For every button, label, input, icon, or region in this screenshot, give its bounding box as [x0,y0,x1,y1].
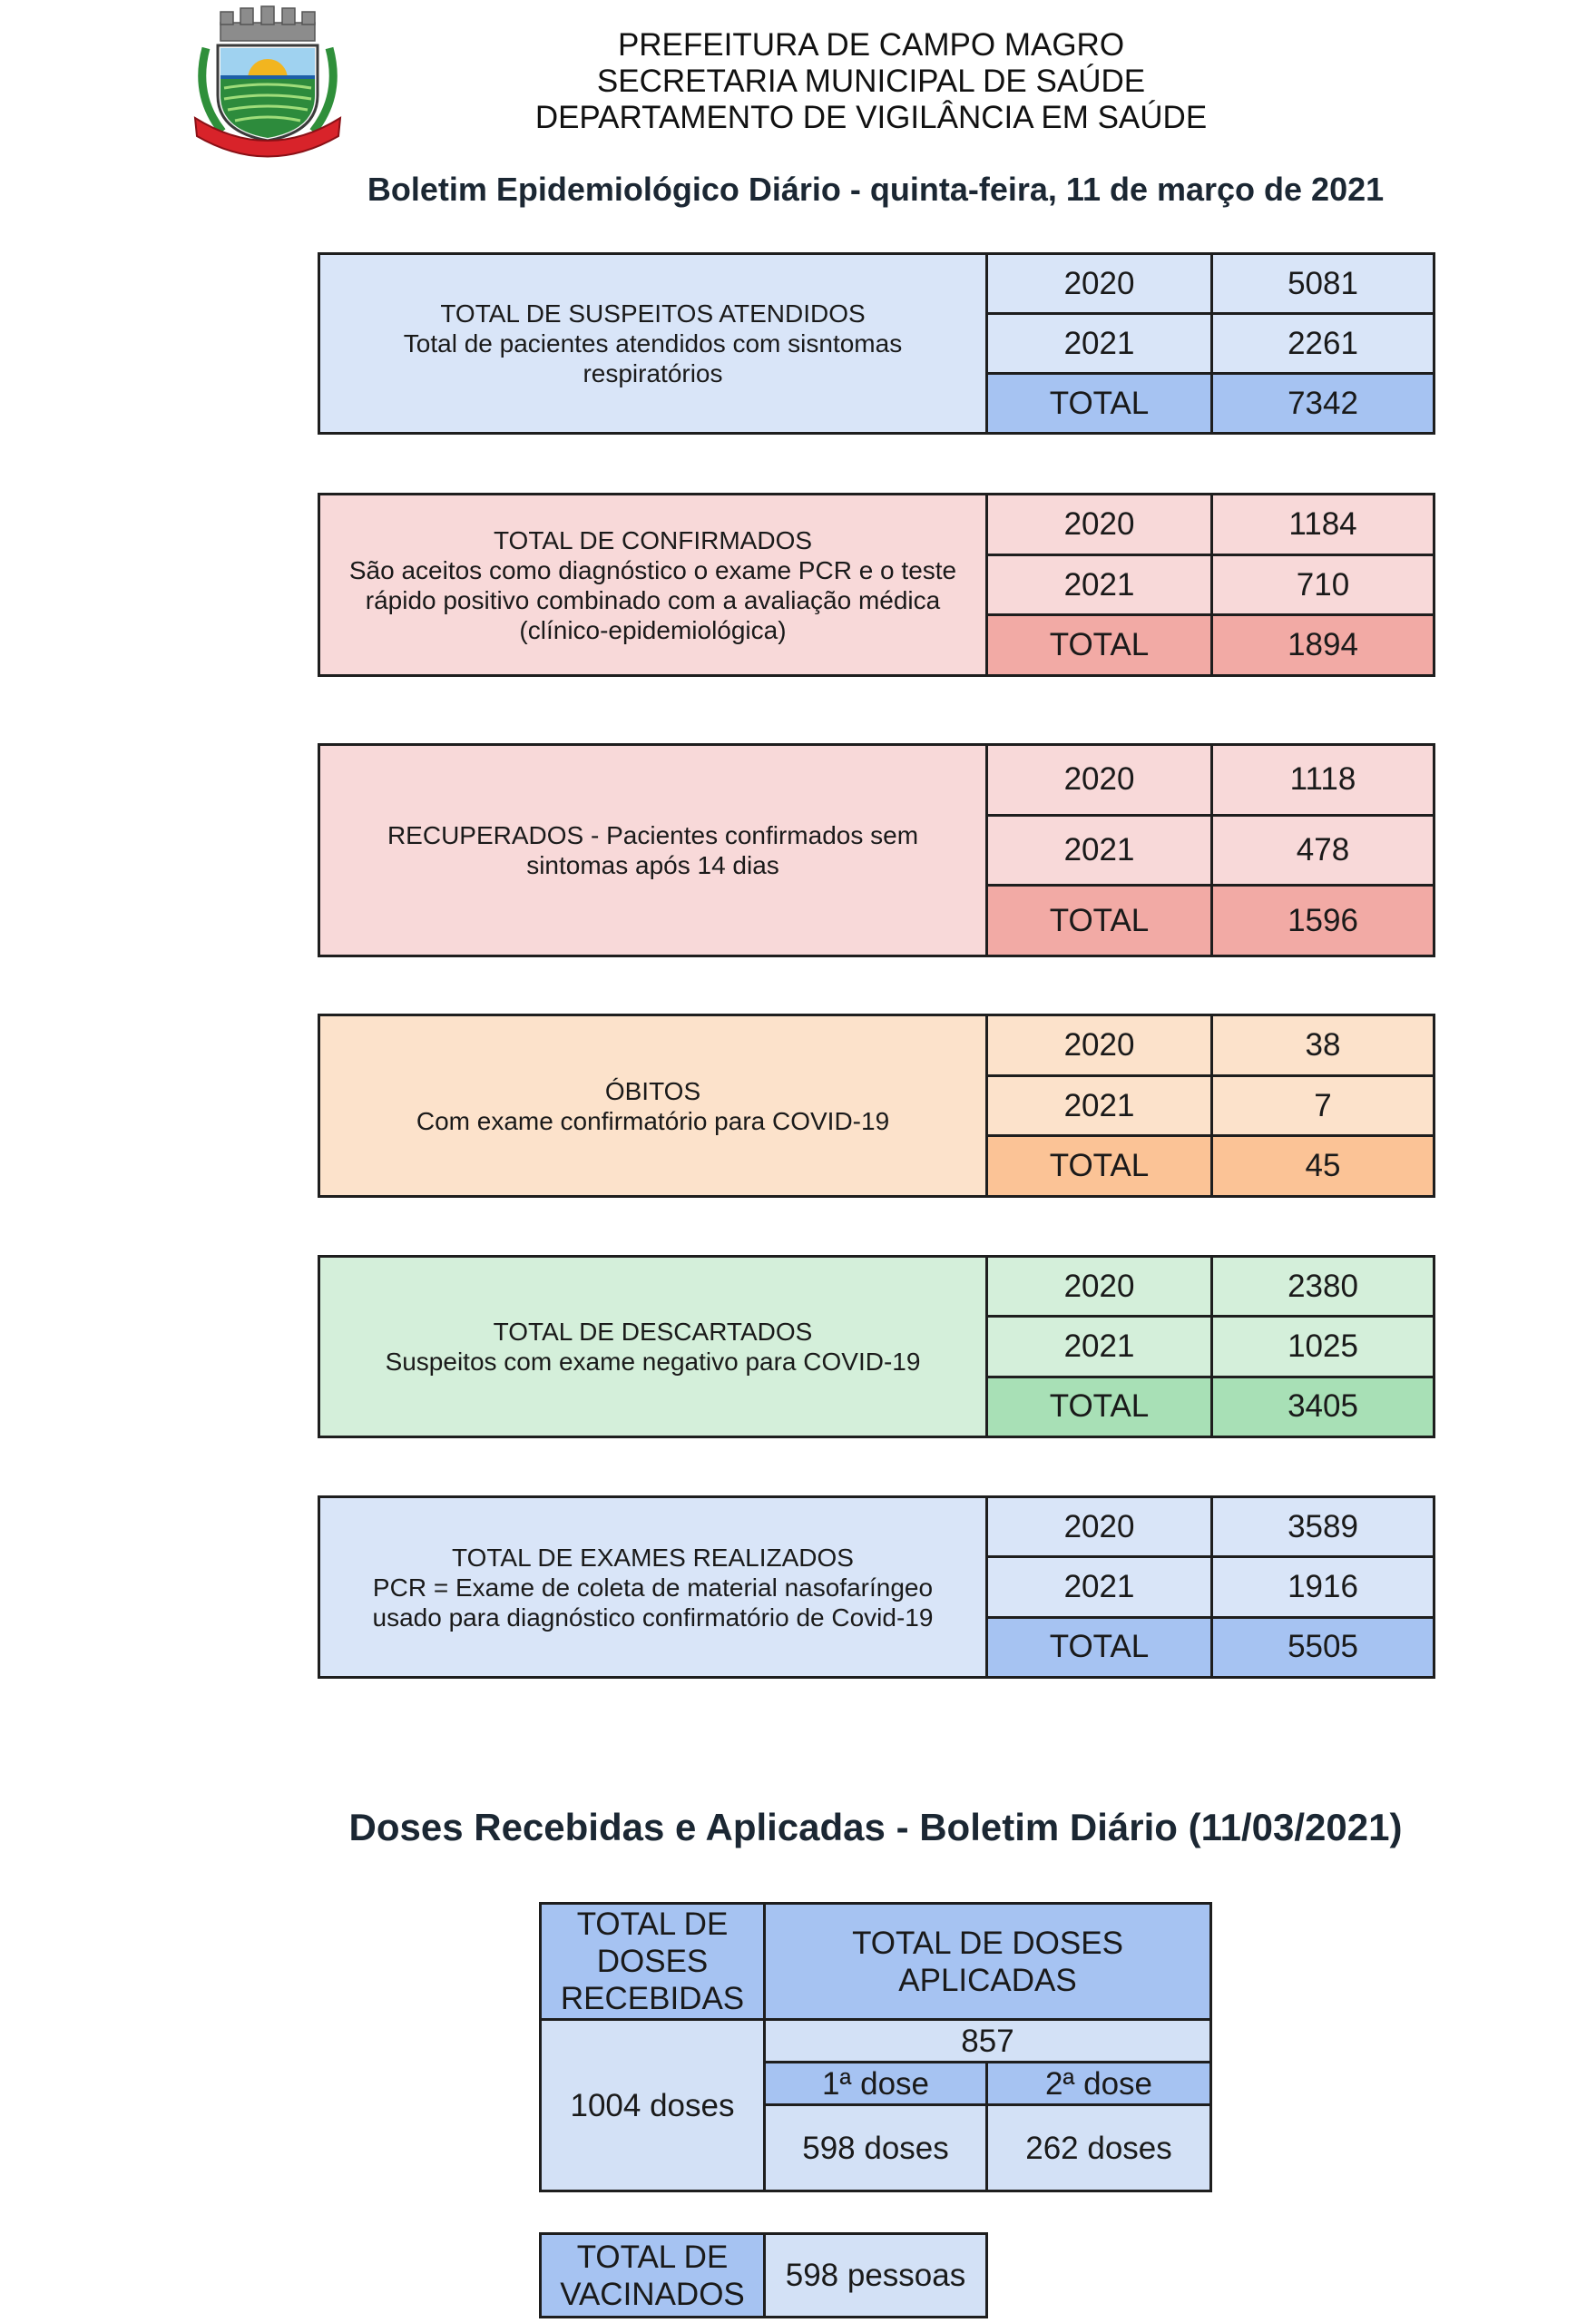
stat-description-line: rápido positivo combinado com a avaliação médica [365,585,941,614]
stat-row-year [988,1016,1433,1074]
stat-description-line: Suspeitos com exame negativo para COVID-19 [385,1348,921,1376]
stat-row-value: 478 [1296,832,1350,867]
vaccinated-header-line: TOTAL DE [576,2239,729,2275]
second-dose-label-cell: 2ª dose [985,2061,1212,2106]
stat-description [320,255,988,432]
stat-row-year [988,1498,1433,1555]
stat-row-value: 45 [1305,1148,1341,1184]
stat-description-line: TOTAL DE DESCARTADOS [493,1318,813,1346]
stat-row-value: 5081 [1288,265,1358,301]
stat-row-label: 2021 [988,817,1213,885]
stat-row-value: 1118 [1289,761,1356,798]
doses-title: Doses Recebidas e Aplicadas - Boletim Diário (11/03/2021) [348,1806,1403,1848]
header-line-departamento: DEPARTAMENTO DE VIGILÂNCIA EM SAÚDE [534,100,1208,135]
stat-table [318,493,1435,677]
stat-row-label: TOTAL [988,887,1213,955]
stat-description [320,1498,988,1676]
stat-row-label: 2020 [988,255,1213,312]
applied-header-cell [763,1902,1212,2021]
stat-row-value: 7 [1314,1087,1332,1123]
stat-description-line: PCR = Exame de coleta de material nasofaríngeo [372,1573,934,1602]
stat-description [320,1016,988,1195]
stat-description-line: Total de pacientes atendidos com sisntomas [403,329,903,358]
vaccinated-header-cell [539,2232,766,2318]
stat-description-line: usado para diagnóstico confirmatório de Covid-19 [372,1603,934,1632]
stat-row-label: 2021 [988,556,1213,614]
stat-row-label: 2020 [988,1258,1213,1315]
stat-row-year [988,814,1433,885]
stat-row-year [988,1258,1433,1315]
stat-description-line: TOTAL DE SUSPEITOS ATENDIDOS [440,299,866,328]
stat-row-label: 2021 [988,1318,1213,1375]
stat-row-label: 2021 [988,1077,1213,1135]
stat-row-value: 5505 [1288,1629,1358,1665]
stat-description-line: TOTAL DE CONFIRMADOS [493,525,813,554]
stat-row-total [988,884,1433,955]
stat-row-value: 3405 [1288,1388,1358,1425]
received-header-cell [539,1902,766,2021]
stat-row-label: TOTAL [988,1137,1213,1195]
stat-row-value: 7342 [1288,385,1358,421]
stat-description-line: ÓBITOS [604,1076,701,1105]
header-line-prefeitura: PREFEITURA DE CAMPO MAGRO [617,27,1125,63]
stat-row-label: 2020 [988,1498,1213,1555]
stat-row-year [988,255,1433,312]
stat-description-line: Com exame confirmatório para COVID-19 [416,1106,890,1135]
stat-description [320,1258,988,1436]
received-header-line: RECEBIDAS [560,1981,745,2016]
stat-row-value: 38 [1305,1026,1341,1063]
vaccinated-value-cell: 598 pessoas [763,2232,988,2318]
stat-table [318,1495,1435,1679]
second-dose-value-cell: 262 doses [985,2103,1212,2192]
stat-table [318,1014,1435,1198]
stat-row-value: 3589 [1288,1508,1358,1544]
stat-description-line: sintomas após 14 dias [526,851,779,879]
stat-row-value: 2261 [1288,325,1358,361]
bulletin-title: Boletim Epidemiológico Diário - quinta-feira, 11 de março de 2021 [367,171,1385,208]
stat-table [318,252,1435,435]
stat-row-year [988,495,1433,554]
stat-row-value: 2380 [1288,1268,1358,1304]
stat-row-year [988,1315,1433,1375]
vaccinated-header-line: VACINADOS [560,2276,745,2312]
received-header-line: DOSES [596,1944,709,1979]
stat-description [320,746,988,955]
stat-row-year [988,312,1433,372]
stat-row-value: 1025 [1288,1328,1358,1364]
stat-description-line: respiratórios [583,359,723,387]
stat-row-label: 2020 [988,1016,1213,1074]
header-line-secretaria: SECRETARIA MUNICIPAL DE SAÚDE [596,64,1146,99]
stat-description-line: São aceitos como diagnóstico o exame PCR e o teste [348,555,957,584]
stat-row-value: 1916 [1288,1568,1358,1604]
stat-row-total [988,613,1433,674]
stat-row-label: 2021 [988,1558,1213,1615]
stat-row-year [988,1555,1433,1615]
stat-row-label: 2021 [988,315,1213,372]
stat-description-line: TOTAL DE EXAMES REALIZADOS [452,1543,854,1572]
stat-table [318,1255,1435,1438]
stat-description-line: RECUPERADOS - Pacientes confirmados sem [387,821,919,849]
applied-total-cell: 857 [763,2018,1212,2063]
applied-header-line: TOTAL DE DOSES [852,1925,1123,1961]
stat-row-total [988,1134,1433,1195]
stat-table [318,743,1435,957]
applied-header-line: APLICADAS [898,1962,1077,1998]
stat-row-value: 1184 [1288,505,1357,542]
stat-row-value: 1596 [1288,902,1358,938]
first-dose-label-cell: 1ª dose [763,2061,988,2106]
stat-row-label: TOTAL [988,1619,1213,1676]
stat-row-label: TOTAL [988,1378,1213,1436]
received-header-line: TOTAL DE [576,1906,729,1942]
received-value-cell: 1004 doses [539,2018,766,2192]
stat-row-year [988,1074,1433,1135]
stat-row-total [988,1376,1433,1436]
stat-row-label: 2020 [988,746,1213,814]
stat-row-year [988,746,1433,814]
first-dose-value-cell: 598 doses [763,2103,988,2192]
stat-description-line: (clínico-epidemiológica) [519,615,787,644]
stat-description [320,495,988,674]
stat-row-total [988,1616,1433,1676]
stat-row-value: 1894 [1288,627,1358,663]
stat-row-label: TOTAL [988,616,1213,674]
campo-magro-coat-of-arms-logo [186,5,349,163]
stat-row-year [988,554,1433,614]
stat-row-value: 710 [1296,566,1350,603]
stat-row-total [988,372,1433,432]
stat-row-label: TOTAL [988,375,1213,432]
stat-row-label: 2020 [988,495,1213,554]
